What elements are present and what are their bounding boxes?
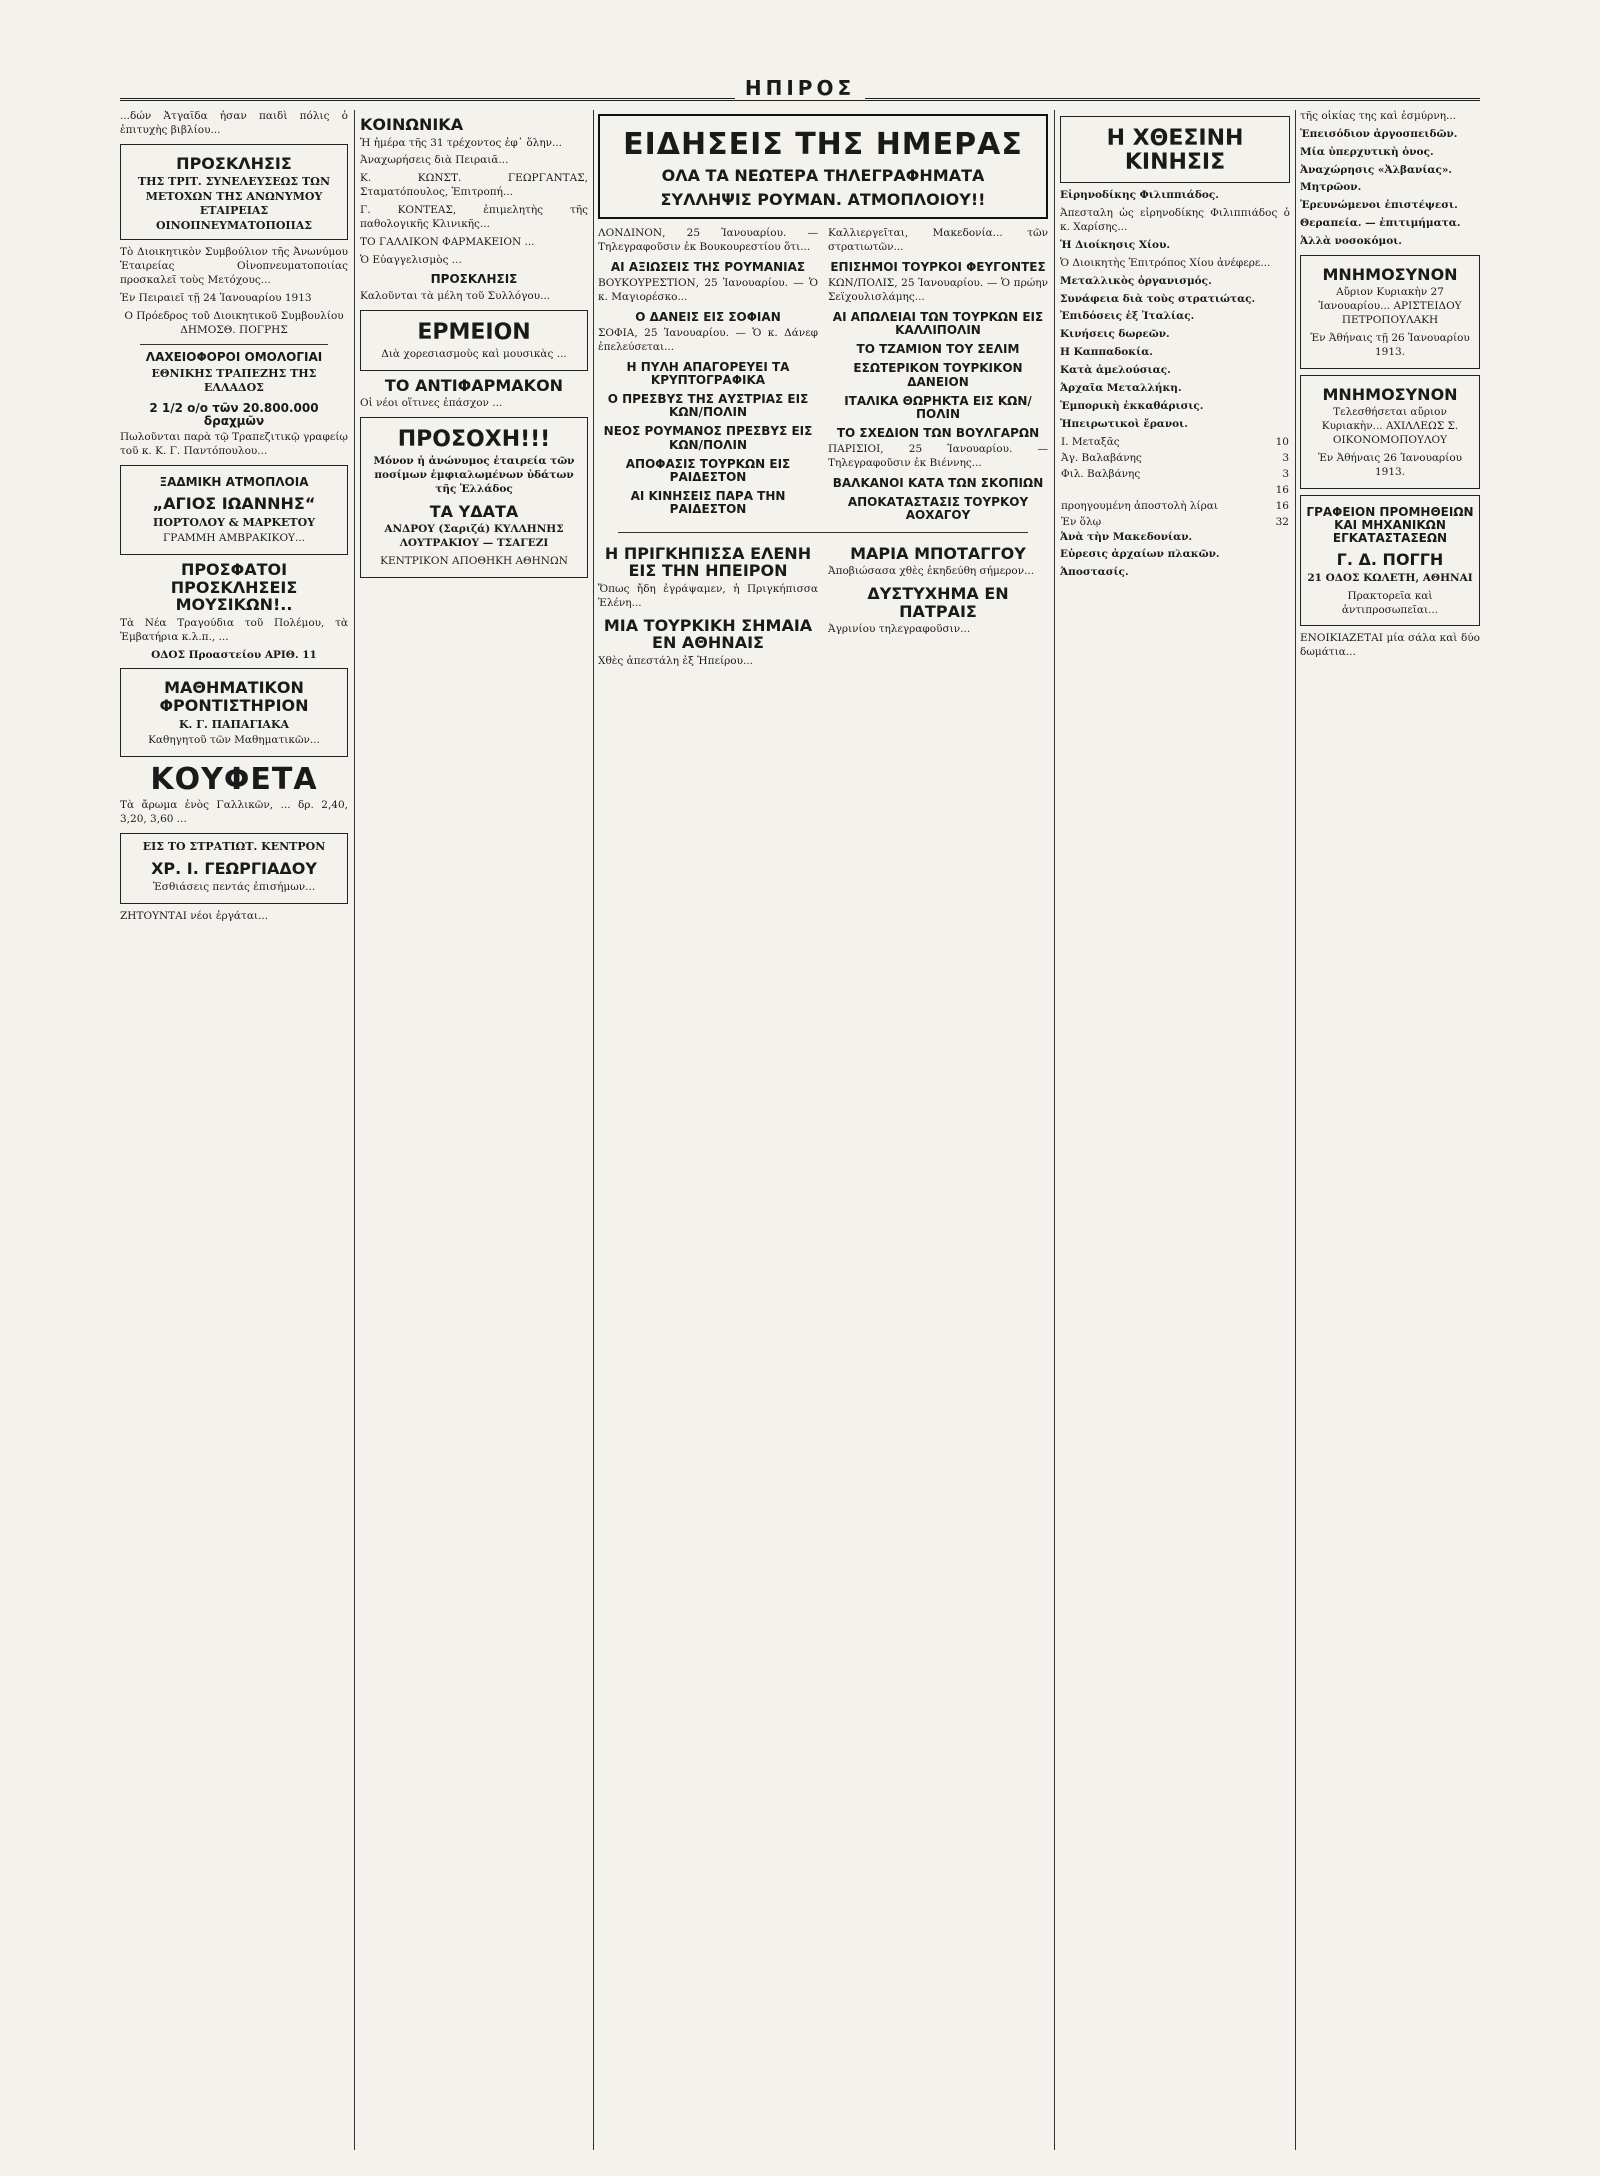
memorial-title: ΜΝΗΜΟΣΥΝΟΝ (1322, 264, 1458, 284)
story-text: Ἀποβιώσασα χθὲς ἐκηδεύθη σήμερον... (828, 565, 1035, 578)
story-head: ΕΣΩΤΕΡΙΚΟΝ ΤΟΥΡΚΙΚΟΝ ΔΑΝΕΙΟΝ (853, 361, 1023, 389)
story-head: ΜΑΡΙΑ ΜΠΟΤΑΓΓΟΥ (850, 543, 1026, 563)
column-rule (1054, 110, 1055, 2150)
invite2-text: Καλοῦνται τὰ μέλη τοῦ Συλλόγου... (360, 289, 551, 302)
story-head: ΤΟ ΤΖΑΜΙΟΝ ΤΟΥ ΣΕΛΙΜ (856, 342, 1020, 357)
water-address: ΚΕΝΤΡΙΚΟΝ ΑΠΟΘΗΚΗ ΑΘΗΝΩΝ (380, 555, 568, 568)
news-bottom-right (828, 539, 1048, 673)
donation-table (1060, 435, 1290, 530)
column-3 (598, 110, 1048, 2150)
divider (140, 344, 328, 345)
invite2-title: ΠΡΟΣΚΛΗΣΙΣ (430, 272, 518, 287)
donation-row (1060, 499, 1290, 515)
invite-text: Τὸ Διοικητικὸν Συμβούλιον τῆς Ἀνωνύμου Ἑταιρείας Οἰνοπνευματοποιίας προσκαλεῖ τοὺς Μετόχους... (120, 246, 348, 287)
army-name: ΧΡ. Ι. ΓΕΩΡΓΙΑΔΟΥ (151, 859, 317, 879)
social-p1: Ἡ ἡμέρα τῆς 31 τρέχοντος ἐφ᾽ ὅλην... (360, 136, 563, 149)
column-2 (360, 110, 588, 2150)
story-head: Η ΠΥΛΗ ΑΠΑΓΟΡΕΥΕΙ ΤΑ ΚΡΥΠΤΟΓΡΑΦΙΚΑ (626, 359, 790, 387)
ermeion-text: Διὰ χορεσιασμοὺς καὶ μουσικὰς ... (381, 347, 567, 360)
memorial-2 (1300, 375, 1480, 489)
donation-row (1060, 515, 1290, 531)
bank-text: Πωλοῦνται παρὰ τῷ Τραπεζιτικῷ γραφείῳ τοῦ κ. Κ. Γ. Παντόπουλου... (120, 431, 348, 457)
social-p4: Γ. ΚΟΝΤΕΑΣ, ἐπιμελητὴς τῆς παθολογικῆς Κλινικῆς... (360, 204, 588, 230)
math-subtitle: Κ. Γ. ΠΑΠΑΓΙΑΚΑ (178, 717, 290, 731)
caution-title: ΠΡΟΣΟΧΗ!!! (397, 427, 551, 453)
item-title: Ἀλλὰ νοσοκόμοι. (1300, 235, 1402, 248)
rent-notice: ΕΝΟΙΚΙΑΖΕΤΑΙ μία σάλα καὶ δύο δωμάτια... (1300, 632, 1480, 659)
news-head: ΕΙΔΗΣΕΙΣ ΤΗΣ ΗΜΕΡΑΣ (623, 127, 1023, 162)
story-text: Χθὲς ἀπεστάλη ἐξ Ἠπείρου... (598, 654, 754, 667)
news-body (598, 227, 1048, 525)
ermeion-ad (360, 310, 588, 371)
column-1 (120, 110, 348, 2150)
army-ad (120, 833, 348, 904)
invite-subtitle: ΤΗΣ ΤΡΙΤ. ΣΥΝΕΛΕΥΣΕΩΣ ΤΩΝ ΜΕΤΟΧΩΝ ΤΗΣ ΑΝΩΝΥΜΟΥ ΕΤΑΙΡΕΙΑΣ ΟΙΝΟΠΝΕΥΜΑΤΟΠΟΙΙΑΣ (137, 175, 331, 232)
memorial-title: ΜΝΗΜΟΣΥΝΟΝ (1322, 384, 1458, 404)
item-title: Κατὰ ἀμελούσιας. (1060, 363, 1171, 376)
donation-row (1060, 483, 1290, 499)
social-p2: Ἀναχωρήσεις διὰ Πειραιᾶ... (360, 154, 509, 167)
item-title: Συνάφεια διὰ τοὺς στρατιώτας. (1060, 292, 1256, 305)
ship-title: ΞΑΔΜΙΚΗ ΑΤΜΟΠΛΟΙΑ (159, 474, 309, 489)
item-title: Μεταλλικὸς ὀργανισμός. (1060, 274, 1212, 287)
story-head: ΝΕΟΣ ΡΟΥΜΑΝΟΣ ΠΡΕΣΒΥΣ ΕΙΣ ΚΩΝ/ΠΟΛΙΝ (603, 424, 813, 452)
story-text: Ὅπως ἤδη ἐγράψαμεν, ἡ Πριγκήπισσα Ἑλένη... (598, 582, 818, 609)
office-text: Πρακτορεῖα καὶ ἀντιπροσωπεῖαι... (1341, 589, 1439, 616)
item-title: Ἀνὰ τὴν Μακεδονίαν. (1060, 530, 1193, 543)
office-ad (1300, 495, 1480, 627)
army-title: ΕΙΣ ΤΟ ΣΤΡΑΤΙΩΤ. ΚΕΝΤΡΟΝ (142, 839, 326, 853)
antidote-title: ΤΟ ΑΝΤΙΦΑΡΜΑΚΟΝ (384, 375, 564, 395)
column-rule (354, 110, 355, 2150)
news-sub: ΟΛΑ ΤΑ ΝΕΩΤΕΡΑ ΤΗΛΕΓΡΑΦΗΜΑΤΑ (661, 166, 985, 185)
item-title: Ἀναχώρησις «Ἀλβανίας». (1300, 163, 1453, 176)
bank-subtitle: ΕΘΝΙΚΗΣ ΤΡΑΠΕΖΗΣ ΤΗΣ ΕΛΛΑΔΟΣ (151, 366, 317, 395)
story-head: ΑΙ ΑΠΩΛΕΙΑΙ ΤΩΝ ΤΟΥΡΚΩΝ ΕΙΣ ΚΑΛΛΙΠΟΛΙΝ (832, 309, 1044, 337)
item-title: Μία ὑπερχυτικὴ ὁνος. (1300, 145, 1434, 158)
memorial-date: Ἐν Ἀθήναις τῇ 26 Ἰανουαρίου 1913. (1310, 332, 1470, 358)
story-head: ΑΠΟΚΑΤΑΣΤΑΣΙΣ ΤΟΥΡΚΟΥ ΑΟΧΑΓΟΥ (847, 495, 1029, 523)
item-title: Μητρῶον. (1300, 181, 1362, 194)
story-head: Ο ΠΡΕΣΒΥΣ ΤΗΣ ΑΥΣΤΡΙΑΣ ΕΙΣ ΚΩΝ/ΠΟΛΙΝ (607, 392, 809, 420)
ship-name: „ΑΓΙΟΣ ΙΩΑΝΝΗΣ“ (152, 494, 316, 514)
ermeion-title: ΕΡΜΕΙΟΝ (417, 319, 531, 345)
news-sub2: ΣΥΛΛΗΨΙΣ ΡΟΥΜΑΝ. ΑΤΜΟΠΛΟΙΟΥ!! (660, 189, 986, 209)
item-title: Κινήσεις δωρεῶν. (1060, 328, 1170, 341)
column-5 (1300, 110, 1480, 2150)
office-name: Γ. Δ. ΠΟΓΓΗ (1336, 550, 1444, 570)
news-bottom-left (598, 539, 818, 673)
item-text: Ἀπεσταλη ὡς εἰρηνοδίκης Φιλιππιάδος ὁ κ. Χαρίσης... (1060, 207, 1290, 234)
invite-date: Ἐν Πειραιεῖ τῇ 24 Ἰανουαρίου 1913 (120, 291, 312, 304)
office-address: 21 ΟΔΟΣ ΚΩΛΕΤΗ, ΑΘΗΝΑΙ (1307, 571, 1473, 584)
masthead (120, 70, 1480, 101)
story-head: ΕΠΙΣΗΜΟΙ ΤΟΥΡΚΟΙ ΦΕΥΓΟΝΤΕΣ (830, 259, 1046, 274)
donation-amount: 3 (1282, 452, 1289, 465)
donation-amount: 3 (1282, 468, 1289, 481)
news-right (828, 227, 1048, 525)
story-head: ΙΤΑΛΙΚΑ ΘΩΡΗΚΤΑ ΕΙΣ ΚΩΝ/ΠΟΛΙΝ (844, 393, 1032, 421)
item-title: Ἐμπορικὴ ἐκκαθάρισις. (1060, 399, 1204, 412)
donor-name: Ι. Μεταξᾶς (1061, 436, 1120, 449)
news-left (598, 227, 818, 525)
ship-text: ΓΡΑΜΜΗ ΑΜΒΡΑΚΙΚΟΥ... (162, 532, 306, 545)
donor-name: προηγουμένη ἀποστολὴ λίραι (1061, 499, 1218, 512)
invite-signature: Ο Πρόεδρος τοῦ Διοικητικοῦ Συμβουλίου ΔΗΜΟΣΘ. ΠΟΓΡΗΣ (124, 309, 344, 336)
story-head: ΜΙΑ ΤΟΥΡΚΙΚΗ ΣΗΜΑΙΑ ΕΝ ΑΘΗΝΑΙΣ (603, 615, 813, 653)
item-title: Ἡ Διοίκησις Χίου. (1060, 238, 1171, 251)
donation-amount: 10 (1275, 436, 1289, 449)
lead-b: Καλλιεργεῖται, Μακεδονία... τῶν στρατιωτῶν... (828, 227, 1048, 254)
column-rule (593, 110, 594, 2150)
donor-name: Φιλ. Βαλβάνης (1061, 468, 1141, 481)
memorial-date: Ἐν Ἀθήναις 26 Ἰανουαρίου 1913. (1317, 451, 1463, 478)
music-address: ΟΔΟΣ Προαστείου ΑΡΙΘ. 11 (151, 648, 317, 661)
antidote-text: Οἱ νέοι οἵτινες ἐπάσχον ... (360, 397, 503, 410)
social-p5: ΤΟ ΓΑΛΛΙΚΟΝ ΦΑΡΜΑΚΕΙΟΝ ... (360, 235, 535, 248)
invite-title: ΠΡΟΣΚΛΗΣΙΣ (176, 153, 292, 173)
item-title: Ἠπειρωτικοὶ ἔρανοι. (1060, 417, 1188, 430)
bank-title: ΛΑΧΕΙΟΦΟΡΟΙ ΟΜΟΛΟΓΙΑΙ (145, 349, 323, 364)
social-p3: Κ. ΚΩΝΣΤ. ΓΕΩΡΓΑΝΤΑΣ, Σταματόπουλος, Ἐπιτροπή... (360, 172, 588, 199)
memorial-text: Τελεσθήσεται αὔριον Κυριακὴν... ΑΧΙΛΛΕΩΣ Σ. ΟΙΚΟΝΟΜΟΠΟΥΛΟΥ (1321, 406, 1459, 447)
donation-amount: 16 (1275, 499, 1289, 512)
story-head: ΑΙ ΑΞΙΩΣΕΙΣ ΤΗΣ ΡΟΥΜΑΝΙΑΣ (610, 259, 806, 274)
story-head: Η ΠΡΙΓΚΗΠΙΣΣΑ ΕΛΕΝΗ ΕΙΣ ΤΗΝ ΗΠΕΙΡΟΝ (604, 543, 812, 581)
invite-notice (120, 144, 348, 241)
item-text: τῆς οἰκίας της καὶ ἐσμύρνη... (1300, 110, 1457, 122)
math-title: ΜΑΘΗΜΑΤΙΚΟΝ ΦΡΟΝΤΙΣΤΗΡΙΟΝ (159, 678, 309, 715)
news-banner (598, 114, 1048, 219)
divider (618, 532, 1028, 533)
donation-row (1060, 451, 1290, 467)
item-title: Ἐπιδόσεις ἐξ Ἰταλίας. (1060, 310, 1195, 323)
story-head: ΤΟ ΣΧΕΔΙΟΝ ΤΩΝ ΒΟΥΛΓΑΡΩΝ (836, 426, 1040, 441)
newspaper-name: ΗΠΙΡΟΣ (735, 76, 865, 100)
item-title: Εἰρηνοδίκης Φιλιππιάδος. (1060, 189, 1219, 202)
donation-amount: 16 (1275, 483, 1289, 496)
candy-title: ΚΟΥΦΕΤΑ (150, 761, 318, 797)
story-text: ΚΩΝ/ΠΟΛΙΣ, 25 Ἰανουαρίου. — Ὁ πρώην Σεϊχουλισλάμης... (828, 277, 1048, 303)
donor-name (1060, 483, 1270, 499)
story-head: ΒΑΛΚΑΝΟΙ ΚΑΤΑ ΤΩΝ ΣΚΟΠΙΩΝ (832, 476, 1044, 491)
movement-banner (1060, 116, 1290, 183)
candy-text: Τὰ ἄρωμα ἐνὸς Γαλλικῶν, ... δρ. 2,40, 3,20, 3,60 ... (120, 798, 348, 825)
social-head: ΚΟΙΝΩΝΙΚΑ (360, 115, 464, 134)
wanted-notice: ΖΗΤΟΥΝΤΑΙ νέοι ἐργάται... (120, 909, 269, 922)
item-title: Θεραπεία. — ἐπιτιμήματα. (1300, 217, 1461, 230)
music-title: ΠΡΟΣΦΑΤΟΙ ΠΡΟΣΚΛΗΣΕΙΣ ΜΟΥΣΙΚΩΝ!.. (170, 560, 298, 615)
item-text: Ὁ Διοικητὴς Ἐπιτρόπος Χίου ἀνέφερε... (1060, 256, 1271, 269)
social-p6: Ὁ Εὐαγγελισμὸς ... (360, 253, 462, 266)
memorial-text: Αὔριον Κυριακὴν 27 Ἰανουαρίου... ΑΡΙΣΤΕΙΔΟΥ ΠΕΤΡΟΠΟΥΛΑΚΗ (1318, 286, 1462, 327)
donor-name: Ἐν ὅλῳ (1061, 515, 1102, 528)
movement-head: Η ΧΘΕΣΙΝΗ ΚΙΝΗΣΙΣ (1106, 126, 1244, 176)
donation-row (1060, 467, 1290, 483)
memorial-1 (1300, 255, 1480, 369)
water-text: ΑΝΔΡΟΥ (Σαριζά) ΚΥΛΛΗΝΗΣ ΛΟΥΤΡΑΚΙΟΥ — ΤΣΑΓΕΖΙ (384, 523, 564, 550)
caution-ad (360, 417, 588, 578)
story-head: ΔΥΣΤΥΧΗΜΑ ΕΝ ΠΑΤΡΑΙΣ (867, 584, 1009, 621)
story-text: ΠΑΡΙΣΙΟΙ, 25 Ἰανουαρίου. — Τηλεγραφοῦσιν ἐκ Βιέννης... (828, 443, 1048, 470)
item-title: Εὑρεσις ἀρχαίων πλακῶν. (1060, 548, 1220, 561)
story-head: ΑΠΟΦΑΣΙΣ ΤΟΥΡΚΩΝ ΕΙΣ ΡΑΙΔΕΣΤΟΝ (625, 456, 791, 485)
story-text: ΣΟΦΙΑ, 25 Ἰανουαρίου. — Ὁ κ. Δάνεφ ἐπελεύσεται... (598, 327, 818, 353)
ship-ad (120, 465, 348, 555)
story-head: ΑΙ ΚΙΝΗΣΕΙΣ ΠΑΡΑ ΤΗΝ ΡΑΙΔΕΣΤΟΝ (630, 489, 786, 517)
item-title: Ἐρευνώμενοι ἐπιστέψεσι. (1300, 199, 1458, 212)
ship-subtitle: ΠΟΡΤΟΛΟΥ & ΜΑΡΚΕΤΟΥ (152, 515, 316, 529)
story-head: Ο ΔΑΝΕΙΣ ΕΙΣ ΣΟΦΙΑΝ (635, 309, 781, 324)
story-text: Ἀγρινίου τηλεγραφοῦσιν... (828, 623, 971, 636)
math-ad (120, 668, 348, 757)
office-title: ΓΡΑΦΕΙΟΝ ΠΡΟΜΗΘΕΙΩΝ ΚΑΙ ΜΗΧΑΝΙΚΩΝ ΕΓΚΑΤΑΣΤΑΣΕΩΝ (1306, 504, 1474, 546)
column-4 (1060, 110, 1290, 2150)
item-title: Ἀρχαῖα Μεταλλήκη. (1060, 381, 1182, 394)
story-text: ΒΟΥΚΟΥΡΕΣΤΙΟΝ, 25 Ἰανουαρίου. — Ὁ κ. Μαγιορέσκο... (598, 277, 818, 303)
intro-text: ...δών Ἀτγαῖδα ἦσαν παιδὶ πόλις ὁ ἐπιτυχὴς βιβλίου... (120, 110, 348, 136)
donation-amount: 32 (1275, 515, 1289, 528)
item-title: Ἐπεισόδιον ἀργοσπειδῶν. (1300, 127, 1458, 140)
music-text: Τὰ Νέα Τραγούδια τοῦ Πολέμου, τὰ Ἐμβατήρια κ.λ.π., ... (120, 616, 348, 643)
water-title: ΤΑ ΥΔΑΤΑ (429, 501, 519, 521)
donor-name: Ἀγ. Βαλαβάνης (1061, 452, 1142, 465)
lead-a: ΛΟΝΔΙΝΟΝ, 25 Ἰανουαρίου. — Τηλεγραφοῦσιν ἐκ Βουκουρεστίου ὅτι... (598, 227, 818, 254)
column-rule (1295, 110, 1296, 2150)
item-title: Ἀποστασίς. (1060, 566, 1129, 579)
bank-amount: 2 1/2 ο/ο τῶν 20.800.000 δραχμῶν (149, 400, 319, 428)
item-title: Η Καππαδοκία. (1060, 346, 1153, 359)
news-bottom (598, 539, 1048, 673)
caution-text: Μόνον ἡ ἀνώνυμος ἑταιρεία τῶν ποσίμων ἐμφιαλωμένων ὑδάτων τῆς Ἑλλάδος (373, 455, 575, 495)
math-text: Καθηγητοῦ τῶν Μαθηματικῶν... (148, 734, 320, 747)
donation-row (1060, 435, 1290, 451)
army-text: Ἐσθιάσεις πεντάς ἐπισήμων... (152, 880, 316, 893)
